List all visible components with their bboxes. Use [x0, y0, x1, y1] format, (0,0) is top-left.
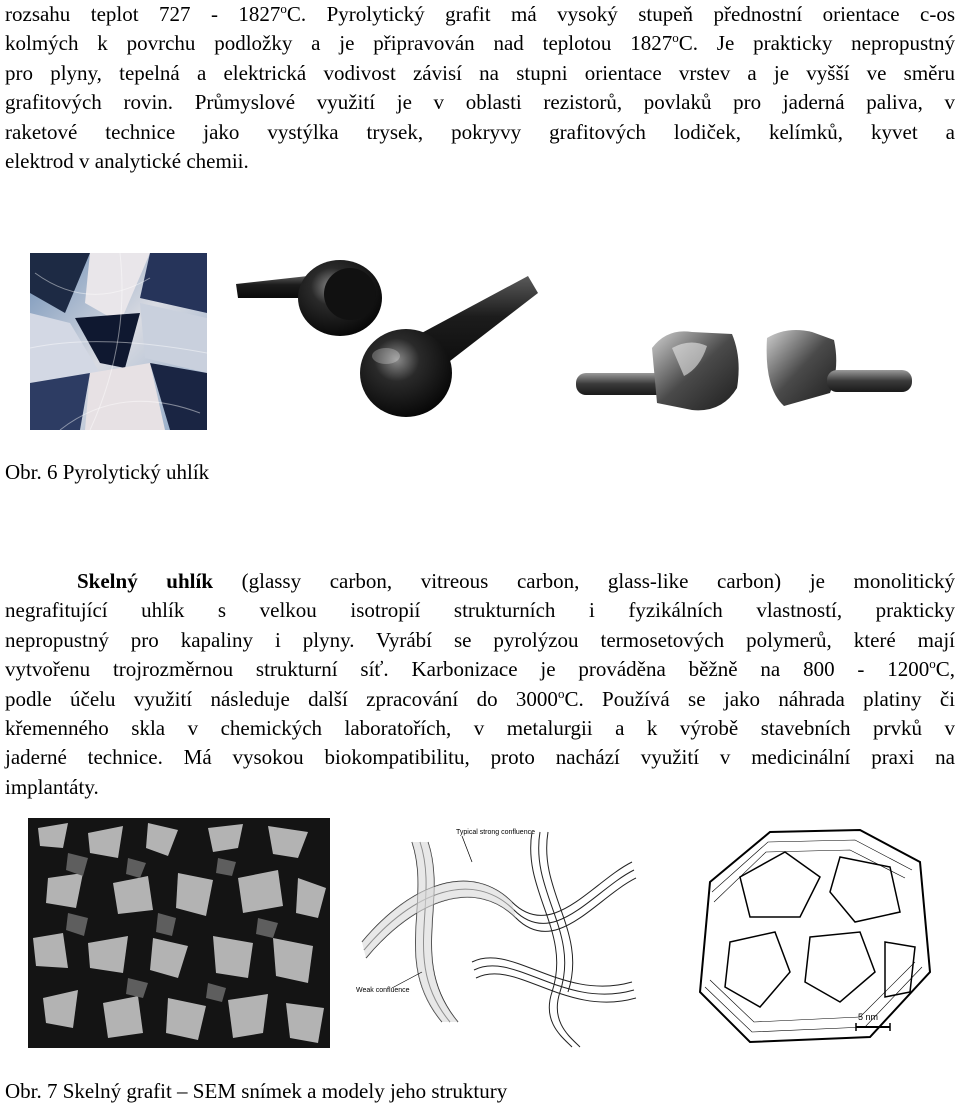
text-run: rozsahu teplot 727 - 1827 — [5, 2, 281, 26]
term-glassy-carbon: Skelný uhlík — [77, 569, 214, 593]
paragraph-glassy-carbon — [5, 567, 955, 802]
text-line: jaderné technice. Má vysokou biokompatibilitu, proto nachází využití v medicinální praxi na — [5, 745, 955, 770]
degree-superscript: o — [929, 656, 936, 672]
paragraph-pyrolytic-graphite — [5, 0, 955, 176]
pyrolytic-carbon-micrograph — [30, 253, 207, 430]
text-run: vytvořenu trojrozměrnou strukturní síť. Karbonizace je prováděna běžně na 800 - 1200 — [5, 657, 930, 682]
diagram-label-bottom: Weak confluence — [356, 987, 410, 994]
text-line: negrafitující uhlík s velkou isotropií strukturních i fyzikálních vlastností, prakticky — [5, 598, 955, 623]
text-line: pro plyny, tepelná a elektrická vodivost závisí na stupni orientace vrstev a je vyšší ve směru — [5, 60, 955, 85]
text-line: elektrod v analytické chemii. — [5, 149, 249, 174]
pyrolytic-carbon-shapes-photo — [572, 318, 917, 428]
glassy-carbon-sem-photo — [28, 818, 330, 1048]
text-line: křemenného skla v chemických laboratořích, v metalurgii a k výrobě stavebních prvků v — [5, 716, 955, 741]
diagram-label-top: Typical strong confluence — [456, 829, 535, 836]
text-line: nepropustný pro kapaliny i plyny. Vyrábí se pyrolýzou termosetových polymerů, které mají — [5, 627, 955, 652]
scale-bar-label: 5 nm — [858, 1012, 879, 1022]
text-line: raketové technice jako vystýlka trysek, pokryvy grafitových lodiček, kelímků, kyvet a — [5, 119, 955, 144]
text-line: implantáty. — [5, 774, 99, 799]
text-run: C. Pyrolytický grafit má vysoký stupeň přednostní orientace c-os — [286, 2, 955, 26]
pyrolytic-carbon-objects-photo — [228, 248, 548, 428]
glassy-carbon-cellular-model — [690, 822, 952, 1050]
text-run: C. Je prakticky nepropustný — [678, 31, 956, 56]
figure7-caption: Obr. 7 Skelný grafit – SEM snímek a modely jeho struktury — [5, 1079, 508, 1103]
text-run: C, — [935, 657, 955, 682]
degree-superscript: o — [557, 685, 565, 701]
degree-superscript: o — [280, 1, 287, 16]
text-run: C. Používá se jako náhrada platiny či — [564, 686, 955, 711]
text-run: kolmých k povrchu podložky a je připravován nad teplotou 1827 — [5, 31, 673, 56]
figure6-caption: Obr. 6 Pyrolytický uhlík — [5, 460, 210, 484]
text-run: podle účelu využití následuje další zpracování do 3000 — [5, 686, 558, 711]
text-run: (glassy carbon, vitreous carbon, glass-like carbon) je monolitický — [213, 569, 955, 593]
degree-superscript: o — [672, 30, 679, 46]
text-line: grafitových rovin. Průmyslové využití je v oblasti rezistorů, povlaků pro jaderná paliva, v — [5, 90, 955, 115]
glassy-carbon-ribbon-model — [352, 822, 652, 1050]
